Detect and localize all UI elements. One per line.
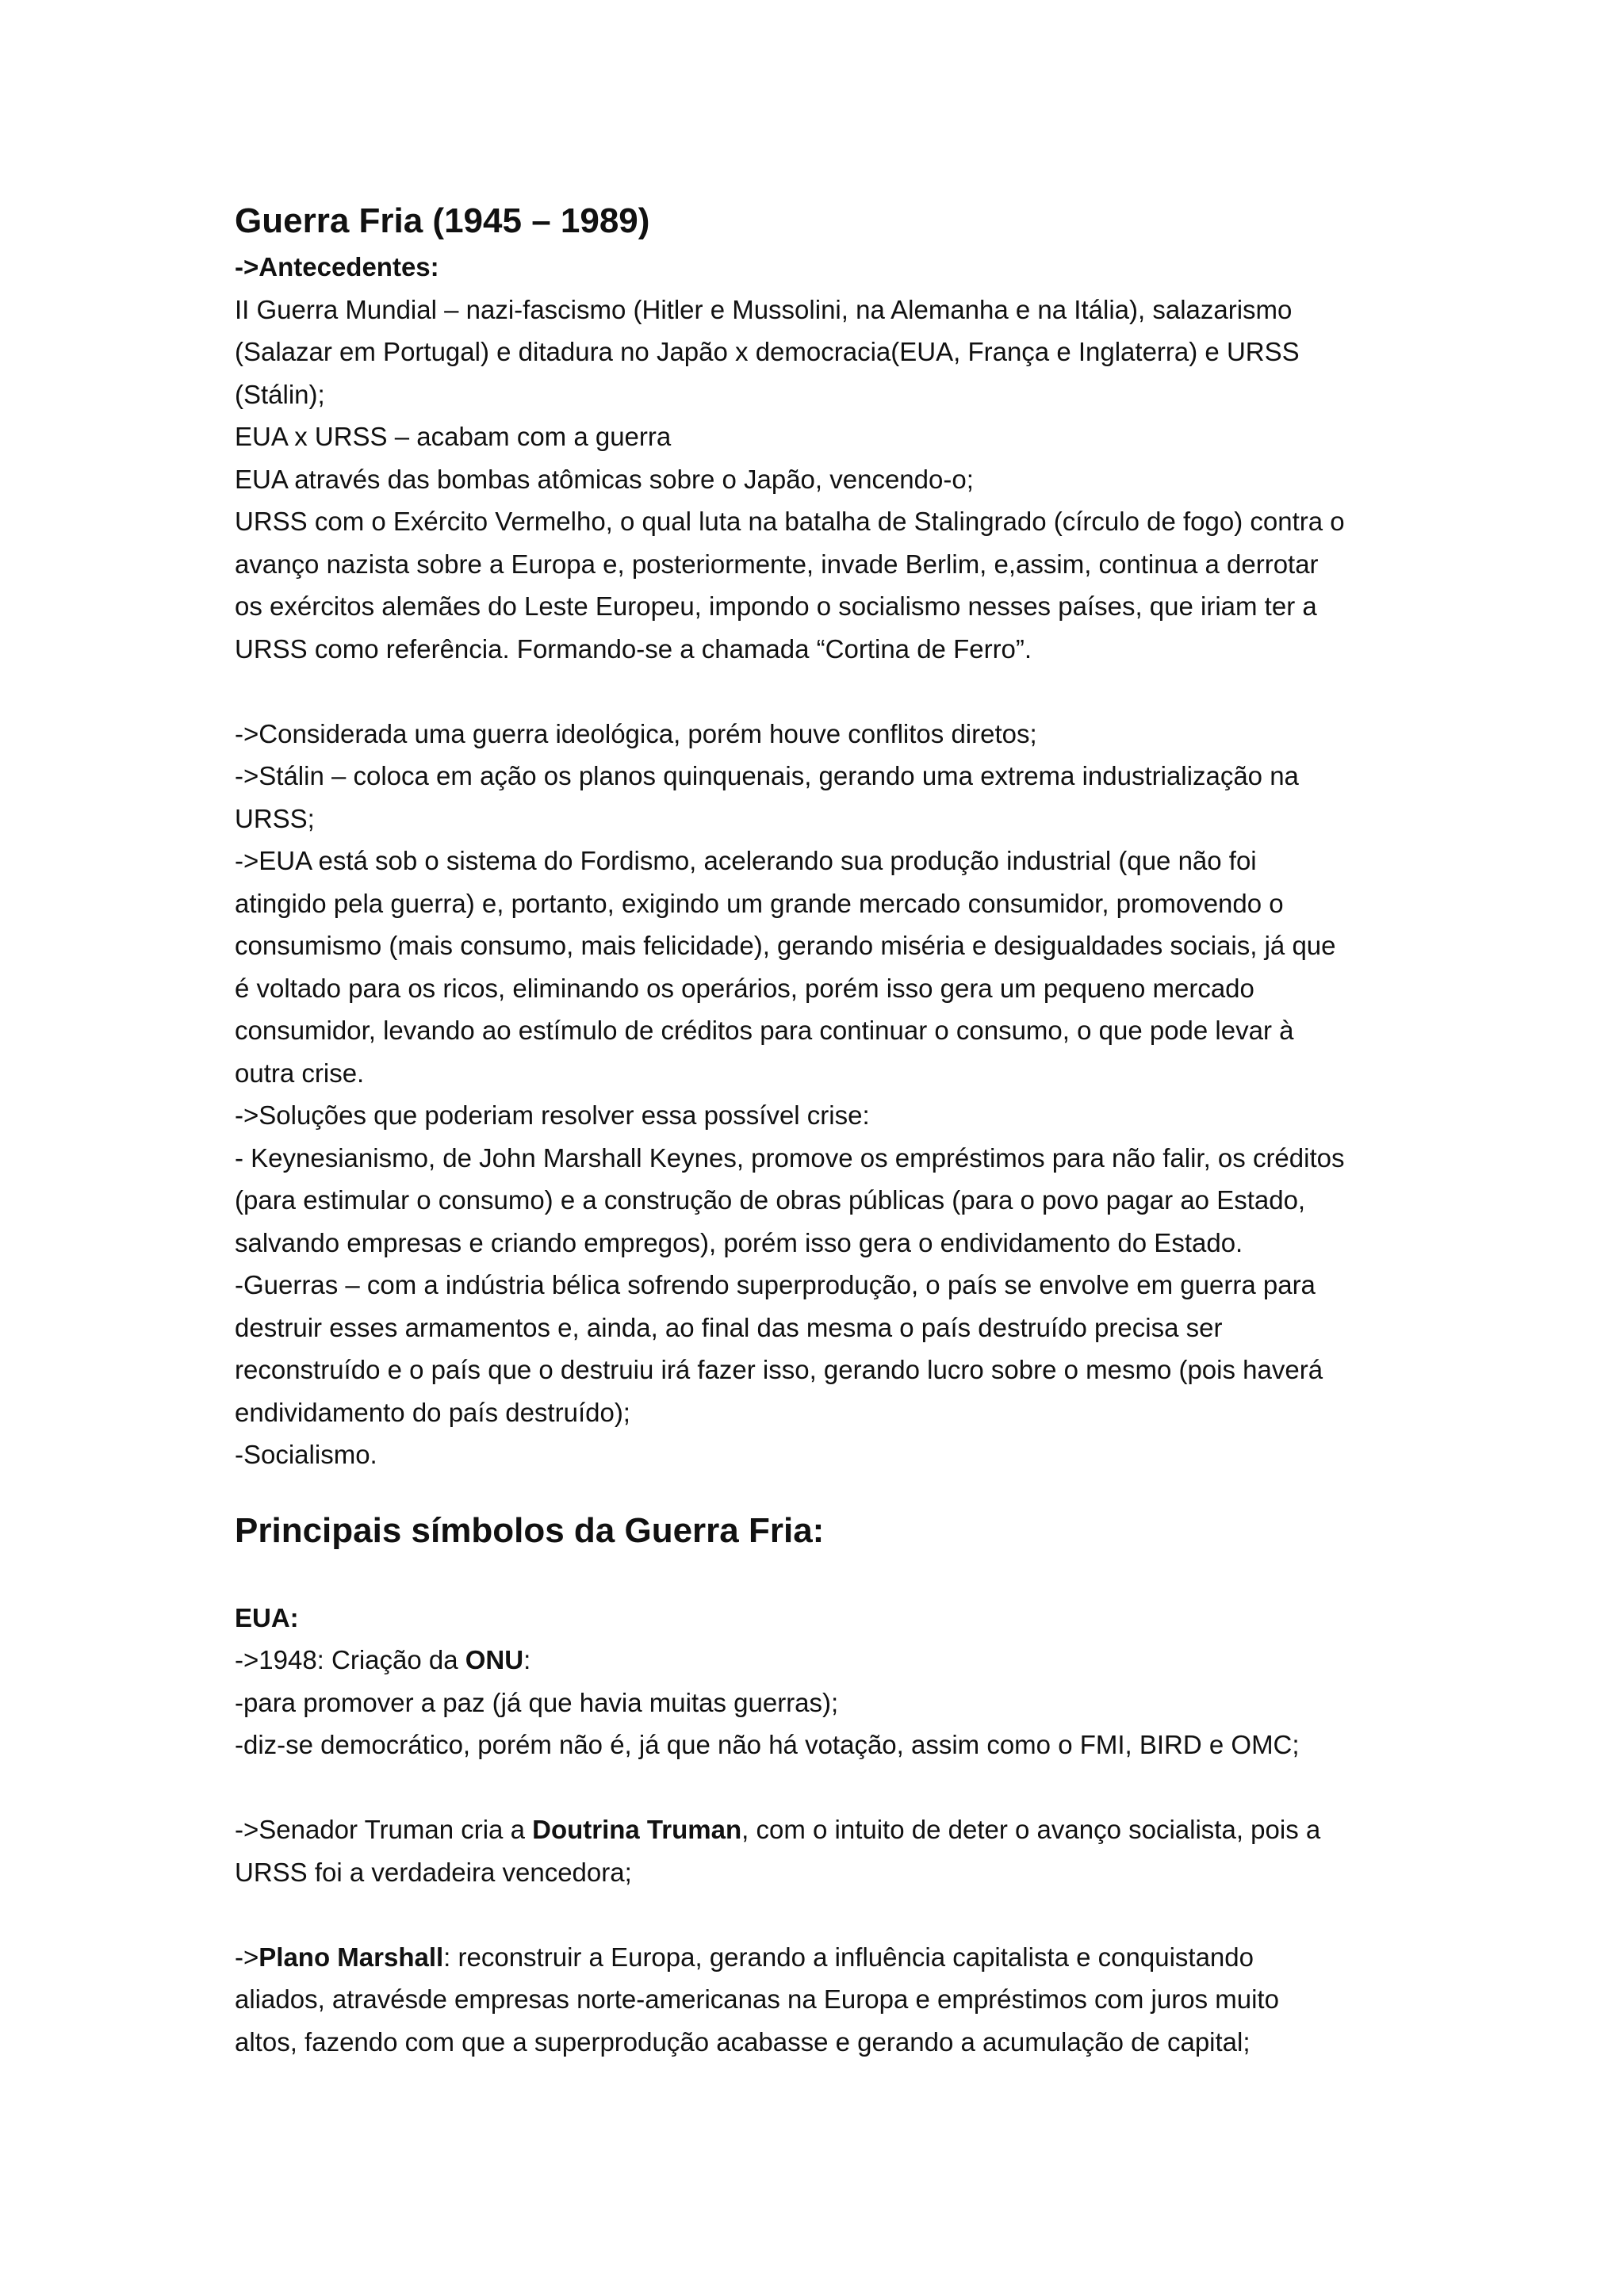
document-title: Guerra Fria (1945 – 1989) bbox=[235, 201, 650, 240]
onu-line bbox=[235, 1639, 1424, 1682]
text-line: consumidor, levando ao estímulo de créditos para continuar o consumo, o que pode levar à bbox=[235, 1016, 1294, 1045]
text-line: consumismo (mais consumo, mais felicidade), gerando miséria e desigualdades sociais, já que bbox=[235, 931, 1336, 960]
marshall-line bbox=[235, 1936, 1424, 1979]
spacer bbox=[235, 1893, 1424, 1936]
spacer bbox=[235, 1476, 1424, 1506]
text-line: (Stálin); bbox=[235, 379, 325, 409]
text-line: -para promover a paz (já que havia muitas guerras); bbox=[235, 1687, 839, 1717]
truman-suffix: , com o intuito de deter o avanço socialista, pois a bbox=[741, 1815, 1321, 1844]
text-line: destruir esses armamentos e, ainda, ao final das mesma o país destruído precisa ser bbox=[235, 1312, 1223, 1342]
text-line: URSS foi a verdadeira vencedora; bbox=[235, 1857, 632, 1887]
text-line: EUA x URSS – acabam com a guerra bbox=[235, 422, 672, 451]
text-line: EUA através das bombas atômicas sobre o Japão, vencendo-o; bbox=[235, 464, 974, 494]
marshall-suffix: : reconstruir a Europa, gerando a influência capitalista e conquistando bbox=[443, 1942, 1254, 1972]
truman-bold: Doutrina Truman bbox=[532, 1815, 742, 1844]
truman-prefix: ->Senador Truman cria a bbox=[235, 1815, 533, 1844]
text-line: -Socialismo. bbox=[235, 1440, 377, 1469]
section-title: Principais símbolos da Guerra Fria: bbox=[235, 1510, 825, 1550]
text-line: ->EUA está sob o sistema do Fordismo, acelerando sua produção industrial (que não foi bbox=[235, 846, 1257, 875]
marshall-bold: Plano Marshall bbox=[259, 1942, 444, 1972]
marshall-prefix: -> bbox=[235, 1942, 259, 1972]
text-line: atingido pela guerra) e, portanto, exigindo um grande mercado consumidor, promovendo o bbox=[235, 888, 1284, 918]
context-paragraph bbox=[235, 713, 1424, 1476]
text-line: -diz-se democrático, porém não é, já que não há votação, assim como o FMI, BIRD e OMC; bbox=[235, 1730, 1300, 1759]
text-line: endividamento do país destruído); bbox=[235, 1397, 630, 1427]
text-line: URSS com o Exército Vermelho, o qual luta na batalha de Stalingrado (círculo de fogo) contra o bbox=[235, 507, 1345, 536]
text-line: ->Stálin – coloca em ação os planos quinquenais, gerando uma extrema industrialização na bbox=[235, 761, 1299, 790]
text-line: (para estimular o consumo) e a construção de obras públicas (para o povo pagar ao Estado, bbox=[235, 1185, 1306, 1215]
text-line: altos, fazendo com que a superprodução acabasse e gerando a acumulação de capital; bbox=[235, 2026, 1251, 2057]
text-line: reconstruído e o país que o destruiu irá fazer isso, gerando lucro sobre o mesmo (pois haverá bbox=[235, 1355, 1323, 1384]
text-line: - Keynesianismo, de John Marshall Keynes, promove os empréstimos para não falir, os créditos bbox=[235, 1142, 1345, 1173]
text-line: II Guerra Mundial – nazi-fascismo (Hitler e Mussolini, na Alemanha e na Itália), salazarismo bbox=[235, 294, 1293, 324]
onu-prefix: ->1948: Criação da bbox=[235, 1645, 465, 1674]
spacer bbox=[235, 670, 1424, 713]
text-line: (Salazar em Portugal) e ditadura no Japão x democracia(EUA, França e Inglaterra) e URSS bbox=[235, 337, 1300, 366]
text-line: outra crise. bbox=[235, 1058, 365, 1088]
spacer bbox=[235, 1766, 1424, 1809]
text-line: avanço nazista sobre a Europa e, posteriormente, invade Berlim, e,assim, continua a derrotar bbox=[235, 549, 1319, 579]
text-line: ->Soluções que poderiam resolver essa possível crise: bbox=[235, 1100, 870, 1130]
text-line: aliados, atravésde empresas norte-americanas na Europa e empréstimos com juros muito bbox=[235, 1984, 1279, 2014]
text-line: URSS; bbox=[235, 803, 315, 833]
eua-heading: EUA: bbox=[235, 1602, 299, 1632]
spacer bbox=[235, 1556, 1424, 1597]
text-line: é voltado para os ricos, eliminando os operários, porém isso gera um pequeno mercado bbox=[235, 973, 1254, 1003]
text-line: ->Considerada uma guerra ideológica, porém houve conflitos diretos; bbox=[235, 718, 1037, 748]
antecedentes-heading: ->Antecedentes: bbox=[235, 252, 439, 281]
onu-bold: ONU bbox=[465, 1645, 524, 1674]
text-line: os exércitos alemães do Leste Europeu, impondo o socialismo nesses países, que iriam ter a bbox=[235, 591, 1317, 621]
text-line: -Guerras – com a indústria bélica sofrendo superprodução, o país se envolve em guerra para bbox=[235, 1270, 1316, 1299]
onu-suffix: : bbox=[523, 1645, 531, 1674]
text-line: URSS como referência. Formando-se a chamada “Cortina de Ferro”. bbox=[235, 633, 1032, 664]
antecedentes-paragraph bbox=[235, 289, 1424, 671]
document-page bbox=[235, 197, 1424, 2063]
text-line: salvando empresas e criando empregos), porém isso gera o endividamento do Estado. bbox=[235, 1227, 1243, 1257]
truman-line bbox=[235, 1808, 1424, 1851]
